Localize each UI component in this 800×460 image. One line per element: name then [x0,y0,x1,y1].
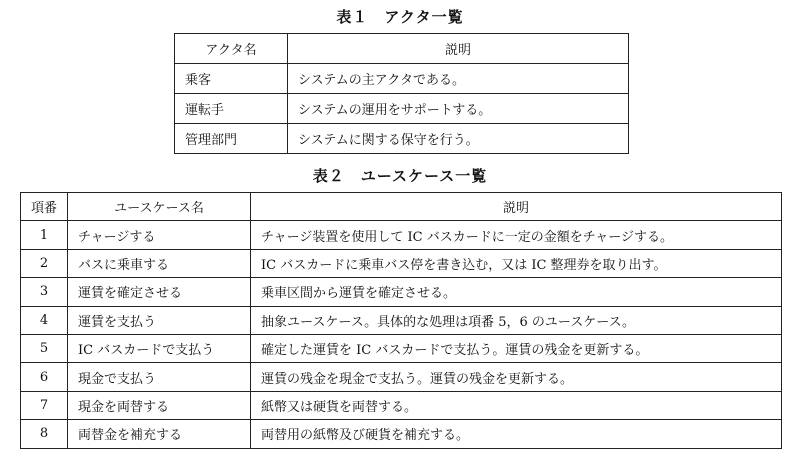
usecase-description-cell: IC バスカードに乗車バス停を書き込む，又は IC 整理券を取り出す。 [251,249,782,277]
actor-description-cell: システムに関する保守を行う。 [288,124,629,154]
usecase-description-cell: 乗車区間から運賃を確定させる。 [251,278,782,306]
usecase-description-cell: チャージ装置を使用して IC バスカードに一定の金額をチャージする。 [251,221,782,249]
table-row [175,124,629,154]
table-row [175,94,629,124]
item-number-cell: 6 [21,363,68,391]
usecase-description-cell: 運賃の残金を現金で支払う。運賃の残金を更新する。 [251,363,782,391]
table-header-row [175,34,629,64]
table-row [21,334,782,362]
item-number-cell: 8 [21,420,68,448]
usecase-description-cell: 確定した運賃を IC バスカードで支払う。運賃の残金を更新する。 [251,334,782,362]
usecase-table [20,192,782,449]
table-row [21,391,782,419]
usecase-description-cell: 両替用の紙幣及び硬貨を補充する。 [251,420,782,448]
table-row [21,306,782,334]
item-number-cell: 1 [21,221,68,249]
table-row [21,420,782,448]
item-number-cell: 4 [21,306,68,334]
item-number-cell: 5 [21,334,68,362]
usecase-description-cell: 紙幣又は硬貨を両替する。 [251,391,782,419]
actor-description-cell: システムの運用をサポートする。 [288,94,629,124]
column-header-item-number: 項番 [21,193,68,221]
actor-name-cell: 管理部門 [175,124,288,154]
actor-name-cell: 乗客 [175,64,288,94]
usecase-name-cell: 運賃を確定させる [68,278,251,306]
table1-caption: 表１ アクタ一覧 [336,8,464,26]
item-number-cell: 2 [21,249,68,277]
table-row [21,249,782,277]
usecase-name-cell: IC バスカードで支払う [68,334,251,362]
usecase-name-cell: 運賃を支払う [68,306,251,334]
column-header-description: 説明 [288,34,629,64]
item-number-cell: 3 [21,278,68,306]
table-row [21,278,782,306]
usecase-name-cell: 現金を両替する [68,391,251,419]
table2-caption: 表２ ユースケース一覧 [312,167,488,185]
usecase-name-cell: 現金で支払う [68,363,251,391]
column-header-usecase-name: ユースケース名 [68,193,251,221]
column-header-description: 説明 [251,193,782,221]
usecase-name-cell: チャージする [68,221,251,249]
actor-name-cell: 運転手 [175,94,288,124]
actor-description-cell: システムの主アクタである。 [288,64,629,94]
table-row [175,64,629,94]
table-row [21,221,782,249]
item-number-cell: 7 [21,391,68,419]
usecase-description-cell: 抽象ユースケース。具体的な処理は項番 5，6 のユースケース。 [251,306,782,334]
usecase-name-cell: バスに乗車する [68,249,251,277]
actor-table [174,33,629,154]
table-header-row [21,193,782,221]
table-row [21,363,782,391]
column-header-actor-name: アクタ名 [175,34,288,64]
usecase-name-cell: 両替金を補充する [68,420,251,448]
